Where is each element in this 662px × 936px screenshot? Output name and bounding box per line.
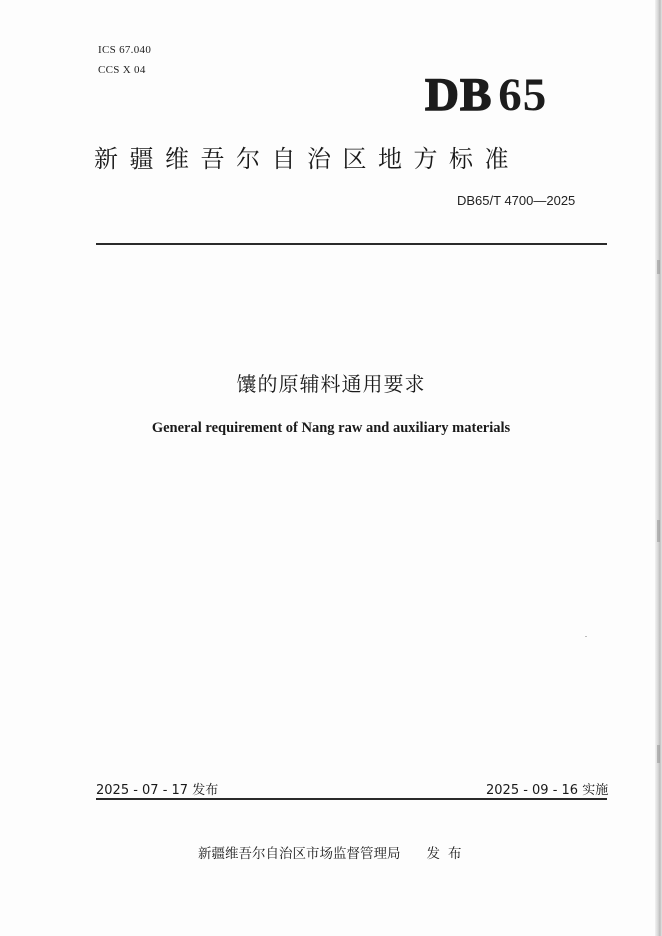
ccs-code: CCS X 04 [98,64,146,76]
document-title-english: General requirement of Nang raw and auxiliary materials [151,420,511,436]
issuer-action: 发布 [426,846,470,862]
footer-divider [96,798,607,800]
logo-prefix: DB [425,69,493,121]
scan-edge-mark [657,520,660,542]
issuer-name: 新疆维吾尔自治区市场监督管理局 [198,846,401,862]
header-divider [96,243,607,245]
standard-number: DB65/T 4700—2025 [457,193,576,208]
scan-edge-shadow [655,0,662,936]
standard-type-heading: 新疆维吾尔自治区地方标准 [94,145,520,173]
logo-suffix: 65 [498,69,548,121]
scan-edge-mark [657,745,660,763]
scan-edge-mark [657,260,660,274]
issuing-authority [198,842,470,862]
issue-date: 2025 - 07 - 17 发布 [96,783,219,798]
ics-code: ICS 67.040 [98,44,152,56]
scan-speck [585,636,587,637]
implementation-date: 2025 - 09 - 16 实施 [486,783,609,798]
document-title-chinese: 馕的原辅料通用要求 [236,372,426,396]
db65-logo [425,70,565,120]
